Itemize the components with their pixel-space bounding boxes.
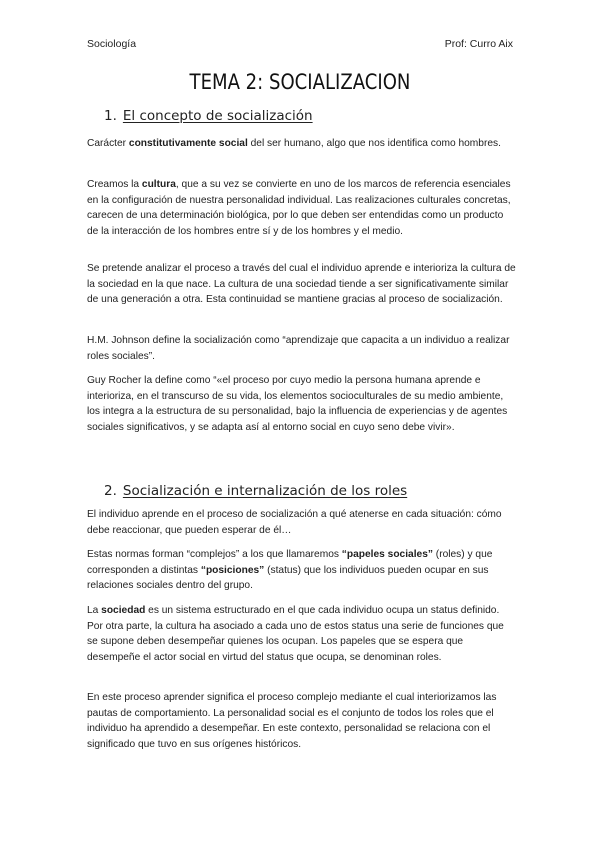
text-run: del ser humano, algo que nos identifica como hombres.: [247, 138, 501, 149]
bold-term: cultura: [141, 179, 176, 190]
section1-number: 1.: [104, 108, 117, 124]
section1-title: El concepto de socialización: [122, 108, 313, 124]
text-run: H.M. Johnson define la socialización como “aprendizaje que capacita a un individuo a realizar roles sociales”.: [87, 335, 510, 362]
text-run: es un sistema estructurado en el que cada individuo ocupa un status definido. Por otra parte, la cultura ha asociado a cada uno de estos status una serie de funciones que se supone deben desempeñar quienes los ocupan. Los papeles que se espera que desempeñe el actor social en virtud del status que ocupa, se denominan roles.: [87, 605, 504, 663]
section2-heading: [104, 483, 407, 499]
text-run: (status) que los individuos pueden ocupar en sus relaciones sociales dentro del grupo.: [87, 564, 489, 592]
bold-term: “posiciones”: [200, 564, 265, 576]
page-title: TEMA 2: SOCIALIZACION: [189, 70, 411, 94]
section1-paragraph-2: [87, 177, 517, 239]
section2-paragraph-3: [87, 603, 517, 665]
header-subject: Sociología: [87, 38, 137, 50]
text-run: La: [87, 605, 102, 616]
bold-term: sociedad: [101, 605, 146, 616]
bold-term: “papeles sociales”: [341, 549, 433, 560]
text-run: , que a su vez se convierte en uno de los marcos de referencia esenciales en la configuración de nuestra personalidad individual. Las realizaciones culturales concretas, carecen de una determinación biológica, por lo que deben ser entendidas como un producto de la interacción de los hombres entre sí y de los hombres y el medio.: [87, 179, 511, 237]
section2-number: 2.: [104, 483, 117, 499]
section2-paragraph-4: [87, 690, 517, 752]
text-run: Se pretende analizar el proceso a través del cual el individuo aprende e interioriza la cultura de la sociedad en la que nace. La cultura de una sociedad tiende a ser significativamente similar de una generación a otra. Esta continuidad se mantiene gracias al proceso de socialización.: [87, 263, 516, 306]
section1-paragraph-5: [87, 373, 517, 435]
section2-paragraph-1: [87, 507, 517, 538]
section1-paragraph-4: [87, 333, 517, 364]
text-run: Creamos la: [87, 179, 142, 190]
text-run: El individuo aprende en el proceso de socialización a qué atenerse en cada situación: cómo debe reaccionar, que pueden esperar de él…: [87, 509, 502, 536]
section2-paragraph-2: [87, 547, 517, 594]
text-run: (roles) y que corresponden a distintas: [87, 549, 493, 576]
text-run: En este proceso aprender significa el proceso complejo mediante el cual interiorizamos las pautas de comportamiento. La personalidad social es el conjunto de todos los roles que el individuo ha aprendido a desempeñar. En este contexto, personalidad se relaciona con el significado que tuvo en sus orígenes históricos.: [87, 692, 497, 750]
bold-term: constitutivamente social: [128, 138, 248, 149]
text-run: Carácter: [87, 138, 129, 149]
section1-heading: [104, 108, 313, 124]
header-teacher: Prof: Curro Aix: [444, 38, 513, 50]
section1-paragraph-3: [87, 261, 517, 308]
section2-title: Socialización e internalización de los roles: [122, 483, 408, 499]
text-run: Guy Rocher la define como “«el proceso por cuyo medio la persona humana aprende e interioriza, en el transcurso de su vida, los elementos socioculturales de su medio ambiente, los integra a la estructura de su personalidad, bajo la influencia de experiencias y de agentes sociales significativos, y se adapta así al entorno social en cuyo seno debe vivir».: [87, 375, 508, 433]
text-run: Estas normas forman “complejos” a los que llamaremos: [87, 549, 342, 560]
page-header: [87, 38, 513, 50]
section1-paragraph-1: [87, 136, 517, 152]
